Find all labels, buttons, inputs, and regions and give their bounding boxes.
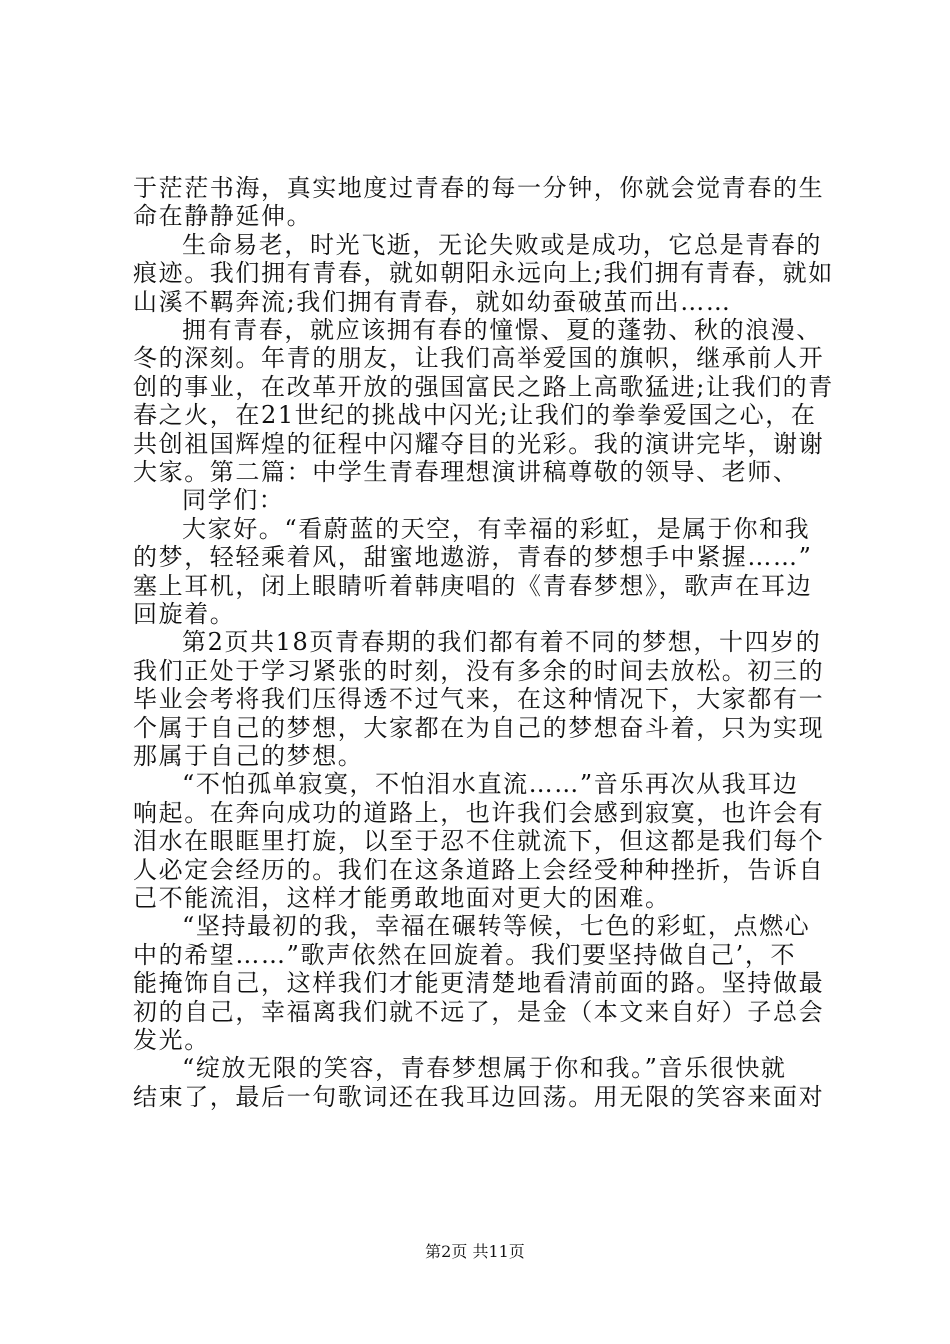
- text-line: 我们正处于学习紧张的时刻，没有多余的时间去放松。初三的: [133, 656, 825, 685]
- text-line: 第2页共18页青春期的我们都有着不同的梦想，十四岁的: [182, 628, 822, 657]
- text-line: 响起。在奔向成功的道路上，也许我们会感到寂寞，也许会有: [133, 798, 825, 827]
- text-line: “绽放无限的笑容，青春梦想属于你和我。”音乐很快就: [182, 1054, 787, 1083]
- text-line: 冬的深刻。年青的朋友，让我们高举爱国的旗帜，继承前人开: [133, 344, 825, 373]
- text-line: 毕业会考将我们压得透不过气来，在这种情况下，大家都有一: [133, 685, 825, 714]
- text-line: 那属于自己的梦想。: [133, 742, 364, 770]
- text-line: 大家。第二篇：中学生青春理想演讲稿尊敬的领导、老师、: [133, 458, 799, 486]
- text-line: 结束了，最后一句歌词还在我耳边回荡。用无限的笑容来面对: [133, 1082, 825, 1111]
- text-line: 共创祖国辉煌的征程中闪耀夺目的光彩。我的演讲完毕，谢谢: [133, 429, 825, 458]
- text-line: 人必定会经历的。我们在这条道路上会经受种种挫折，告诉自: [133, 855, 825, 884]
- text-line: 泪水在眼眶里打旋，以至于忍不住就流下，但这都是我们每个: [133, 827, 825, 856]
- text-line: 命在静静延伸。: [133, 202, 313, 231]
- page-footer: 第2页 共11页: [425, 1242, 525, 1261]
- text-line: 初的自己，幸福离我们就不远了，是金（本文来自好）子总会: [133, 997, 825, 1026]
- text-line: 创的事业，在改革开放的强国富民之路上高歌猛进;让我们的青: [133, 372, 834, 401]
- text-line: 发光。: [133, 1026, 210, 1054]
- text-line: “不怕孤单寂寞，不怕泪水直流……”音乐再次从我耳边: [182, 770, 799, 799]
- text-line: 痕迹。我们拥有青春，就如朝阳永远向上;我们拥有青春，就如: [133, 259, 834, 288]
- text-line: 山溪不羁奔流;我们拥有青春，就如幼蚕破茧而出……: [133, 287, 732, 316]
- text-line: 大家好。“看蔚蓝的天空，有幸福的彩虹，是属于你和我: [182, 514, 811, 543]
- text-line: “坚持最初的我，幸福在碾转等候，七色的彩虹，点燃心: [182, 912, 811, 941]
- text-line: 拥有青春，就应该拥有春的憧憬、夏的蓬勃、秋的浪漫、: [182, 316, 822, 344]
- text-line: 同学们：: [182, 486, 285, 515]
- text-line: 己不能流泪，这样才能勇敢地面对更大的困难。: [133, 884, 671, 912]
- text-line: 个属于自己的梦想，大家都在为自己的梦想奋斗着，只为实现: [133, 713, 825, 742]
- text-line: 中的希望……”歌声依然在回旋着。我们要坚持做自己’，不: [133, 940, 797, 969]
- text-line: 生命易老，时光飞逝，无论失败或是成功，它总是青春的: [182, 230, 822, 259]
- text-line: 回旋着。: [133, 600, 236, 628]
- text-line: 春之火，在21世纪的挑战中闪光;让我们的拳拳爱国之心，在: [133, 401, 817, 430]
- text-line: 的梦，轻轻乘着风，甜蜜地遨游，青春的梦想手中紧握……”: [133, 543, 813, 572]
- text-line: 于茫茫书海，真实地度过青春的每一分钟，你就会觉青春的生: [133, 174, 825, 202]
- text-line: 能掩饰自己，这样我们才能更清楚地看清前面的路。坚持做最: [133, 969, 825, 998]
- text-line: 塞上耳机，闭上眼睛听着韩庚唱的《青春梦想》，歌声在耳边: [133, 571, 813, 600]
